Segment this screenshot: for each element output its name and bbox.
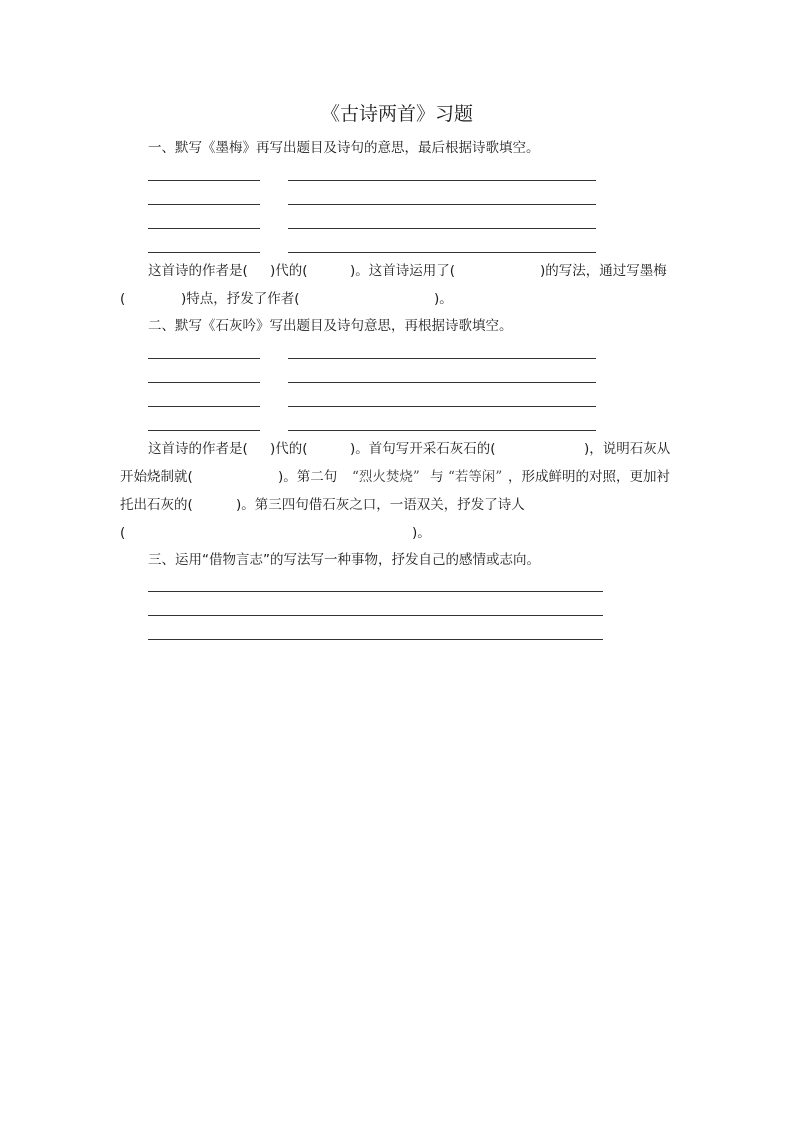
- q2-fill-second-line-label: )。第二句: [278, 469, 338, 485]
- q2-quote-ease: “若等闲”: [448, 469, 503, 485]
- page-title: 《古诗两首》习题: [320, 103, 473, 125]
- q3-heading: 三、运用“借物言志”的写法写一种事物，抒发自己的感情或志向。: [148, 552, 540, 568]
- q1-fill-open-paren: (: [120, 291, 126, 307]
- answer-line[interactable]: [288, 228, 596, 229]
- answer-line[interactable]: [288, 204, 596, 205]
- q1-heading: 一、默写《墨梅》再写出题目及诗句的意思，最后根据诗歌填空。: [148, 140, 540, 156]
- answer-line[interactable]: [148, 228, 260, 229]
- q2-fill-and: 与: [430, 469, 444, 485]
- answer-line[interactable]: [148, 615, 603, 616]
- answer-line[interactable]: [148, 430, 260, 431]
- q2-fill-dynasty-label: )代的(: [270, 441, 308, 457]
- q2-fill-author-label: 这首诗的作者是(: [148, 441, 248, 457]
- q2-fill-close: )。: [412, 525, 431, 541]
- q2-fill-open-paren: (: [120, 525, 126, 541]
- q2-fill-trait-label: 托出石灰的(: [120, 497, 193, 513]
- q1-fill-dynasty-label: )代的(: [270, 263, 308, 279]
- q2-fill-pun-label: )。第三四句借石灰之口，一语双关，抒发了诗人: [236, 497, 525, 513]
- q2-fill-quarry-label: )。首句写开采石灰石的(: [350, 441, 496, 457]
- answer-line[interactable]: [148, 204, 260, 205]
- answer-line[interactable]: [288, 252, 596, 253]
- answer-line[interactable]: [288, 406, 596, 407]
- answer-line[interactable]: [148, 358, 260, 359]
- q1-fill-trait-label: )特点，抒发了作者(: [181, 291, 300, 307]
- answer-line[interactable]: [148, 382, 260, 383]
- q2-fill-burn-label: 开始烧制就(: [120, 469, 193, 485]
- answer-line[interactable]: [148, 639, 603, 640]
- q2-heading: 二、默写《石灰吟》写出题目及诗句意思，再根据诗歌填空。: [148, 318, 513, 334]
- q2-fill-contrast: ，形成鲜明的对照，更加衬: [508, 469, 670, 485]
- q1-fill-technique-label: )。这首诗运用了(: [350, 263, 456, 279]
- q2-quote-fire: “烈火焚烧”: [352, 469, 420, 485]
- q1-fill-close: )。: [434, 291, 453, 307]
- answer-line[interactable]: [148, 252, 260, 253]
- answer-line[interactable]: [288, 358, 596, 359]
- answer-line[interactable]: [148, 180, 260, 181]
- q2-fill-lime-label: )，说明石灰从: [584, 441, 671, 457]
- answer-line[interactable]: [148, 406, 260, 407]
- q1-fill-meimei-label: )的写法，通过写墨梅: [540, 263, 667, 279]
- answer-line[interactable]: [288, 180, 596, 181]
- answer-line[interactable]: [148, 591, 603, 592]
- answer-line[interactable]: [288, 430, 596, 431]
- answer-line[interactable]: [288, 382, 596, 383]
- q1-fill-author-label: 这首诗的作者是(: [148, 263, 248, 279]
